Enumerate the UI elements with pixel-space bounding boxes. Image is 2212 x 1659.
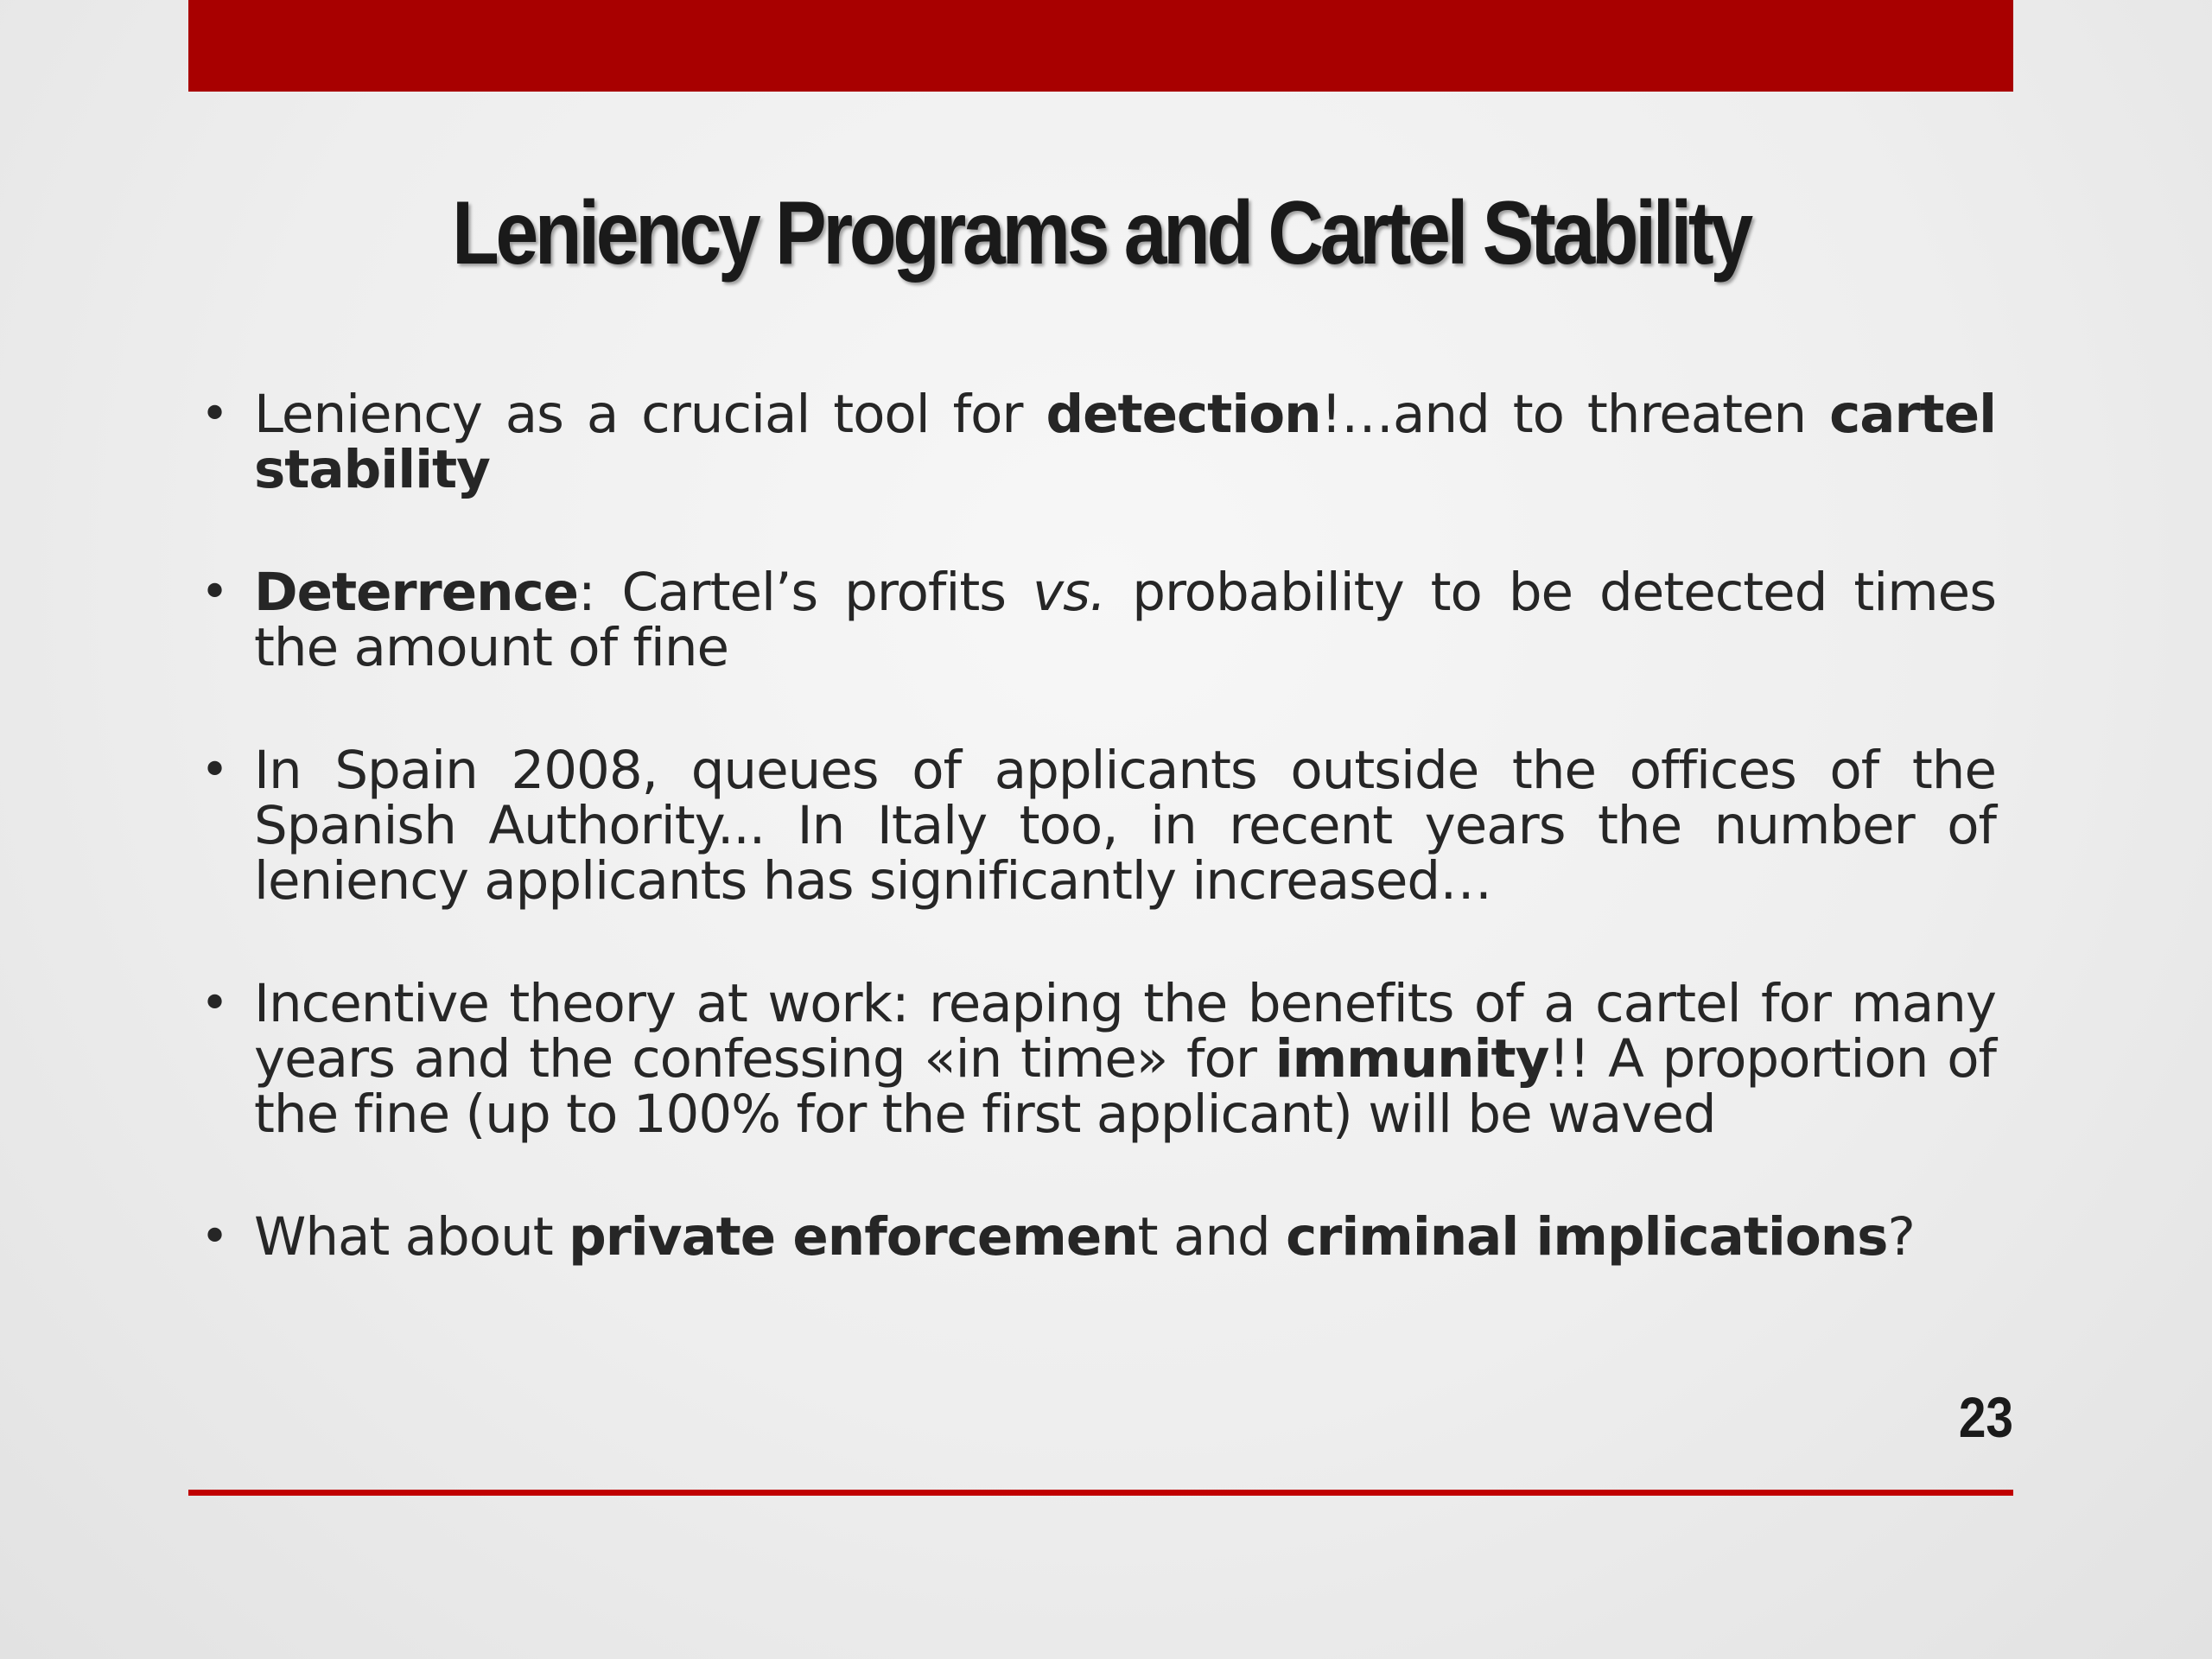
bullet-item	[200, 740, 1996, 912]
bullet-text-bold: cartel stability	[254, 384, 1996, 500]
bullet-text-bold: criminal implications	[1286, 1206, 1888, 1268]
bullet-item	[200, 973, 1997, 1145]
bullet-text: ?	[1887, 1206, 1915, 1268]
page-number: 23	[1958, 1385, 2013, 1449]
bullet-text-bold: detection	[1046, 384, 1321, 445]
bullet-text: t and	[1137, 1206, 1287, 1268]
top-accent-bar	[188, 0, 2013, 92]
bullet-text: : Cartel’s profits	[578, 562, 1033, 623]
bullet-list	[200, 384, 1997, 1332]
bullet-text: !! A proportion of the fine (up to 100% for the first applicant) will be waved	[254, 1028, 1997, 1145]
bullet-item	[200, 1206, 1996, 1268]
bullet-text: Incentive theory at work: reaping the benefits of a cartel for many years and the confessing «in time» for	[254, 973, 1996, 1090]
bullet-text: probability to be detected times the amount of fine	[254, 562, 1996, 678]
bullet-text: !…and to threaten	[1320, 384, 1830, 445]
bullet-text-bold: private enforcemen	[569, 1206, 1138, 1268]
bullet-item	[200, 562, 1996, 678]
bullet-text-bold: Deterrence	[254, 562, 579, 623]
bullet-text: What about	[254, 1206, 569, 1268]
bullet-text-italic: vs.	[1032, 562, 1106, 623]
slide-title: Leniency Programs and Cartel Stability	[452, 183, 1750, 283]
bullet-text-bold: immunity	[1274, 1028, 1549, 1090]
bullet-text: In Spain 2008, queues of applicants outside the offices of the Spanish Authority... In Italy too, in recent years the number of leniency applicants has significantly increased…	[254, 740, 1996, 912]
bullet-text: Leniency as a crucial tool for	[254, 384, 1046, 445]
bullet-item	[200, 384, 1996, 500]
bottom-divider	[188, 1490, 2013, 1496]
